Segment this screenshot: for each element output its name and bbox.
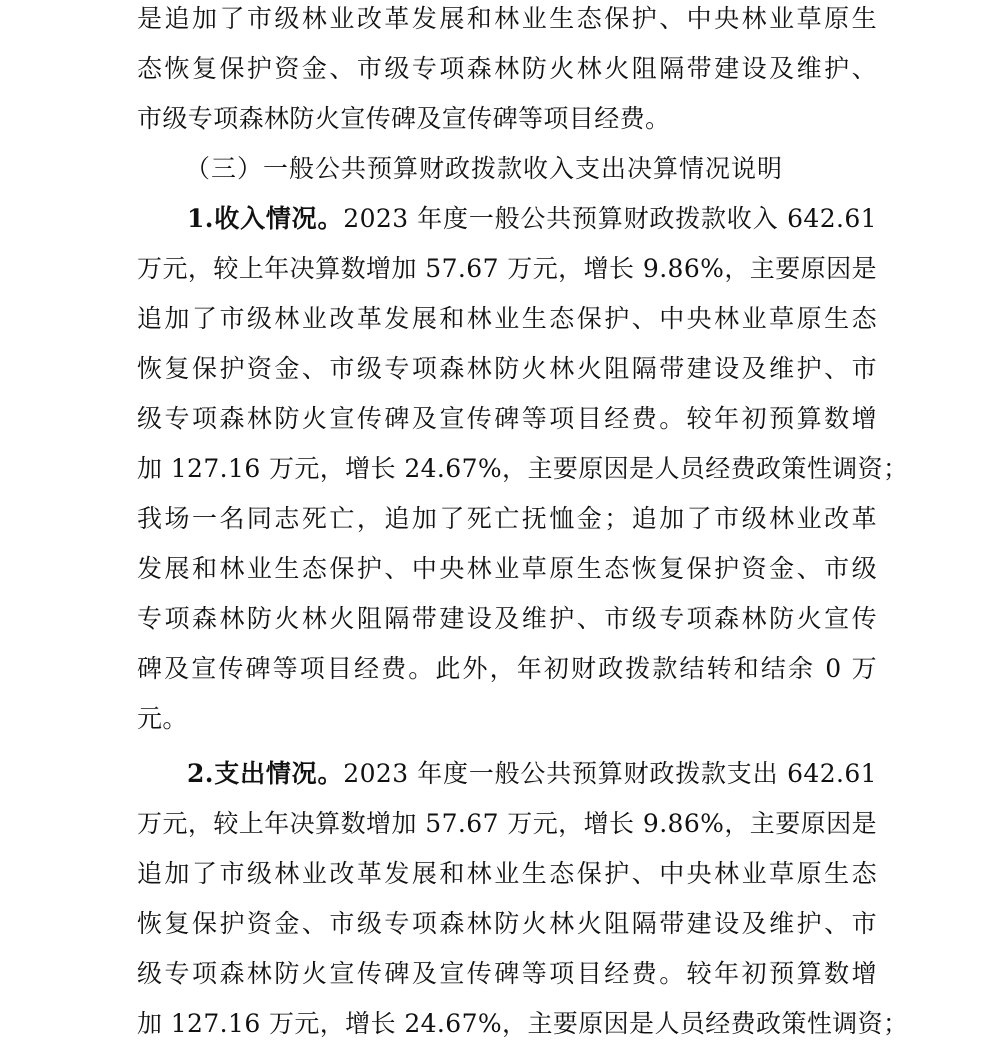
expense-line-2: 追加了市级林业改革发展和林业生态保护、中央林业草原生态 xyxy=(137,859,877,888)
income-line-7: 发展和林业生态保护、中央林业草原生态恢复保护资金、市级 xyxy=(137,554,877,583)
expense-first-line xyxy=(187,749,877,799)
income-line-8: 专项森林防火林火阻隔带建设及维护、市级专项森林防火宣传 xyxy=(137,604,877,633)
expense-label: 2.支出情况。 xyxy=(187,759,344,788)
fragment-line-2: 态恢复保护资金、市级专项森林防火林火阻隔带建设及维护、 xyxy=(137,54,877,83)
fragment-line-3: 市级专项森林防火宣传碑及宣传碑等项目经费。 xyxy=(137,104,671,133)
income-first-text: 2023 年度一般公共预算财政拨款收入 642.61 xyxy=(343,204,877,233)
expense-line-4: 级专项森林防火宣传碑及宣传碑等项目经费。较年初预算数增 xyxy=(137,959,877,988)
income-label: 1.收入情况。 xyxy=(187,204,344,233)
expense-first-text: 2023 年度一般公共预算财政拨款支出 642.61 xyxy=(343,759,877,788)
expense-line-5: 加 127.16 万元，增长 24.67%，主要原因是人员经费政策性调资； xyxy=(137,1009,909,1038)
fragment-line-1: 是追加了市级林业改革发展和林业生态保护、中央林业草原生 xyxy=(137,4,877,33)
expense-line-1: 万元，较上年决算数增加 57.67 万元，增长 9.86%，主要原因是 xyxy=(137,809,877,838)
income-line-5: 加 127.16 万元，增长 24.67%，主要原因是人员经费政策性调资； xyxy=(137,454,909,483)
income-line-10: 元。 xyxy=(137,704,188,733)
section-heading: （三）一般公共预算财政拨款收入支出决算情况说明 xyxy=(185,154,784,183)
income-first-line xyxy=(187,194,877,244)
income-line-9: 碑及宣传碑等项目经费。此外，年初财政拨款结转和结余 0 万 xyxy=(137,654,877,683)
income-line-4: 级专项森林防火宣传碑及宣传碑等项目经费。较年初预算数增 xyxy=(137,404,877,433)
income-line-2: 追加了市级林业改革发展和林业生态保护、中央林业草原生态 xyxy=(137,304,877,333)
income-line-6: 我场一名同志死亡，追加了死亡抚恤金；追加了市级林业改革 xyxy=(137,504,877,533)
income-line-1: 万元，较上年决算数增加 57.67 万元，增长 9.86%，主要原因是 xyxy=(137,254,877,283)
expense-line-3: 恢复保护资金、市级专项森林防火林火阻隔带建设及维护、市 xyxy=(137,909,877,938)
income-line-3: 恢复保护资金、市级专项森林防火林火阻隔带建设及维护、市 xyxy=(137,354,877,383)
